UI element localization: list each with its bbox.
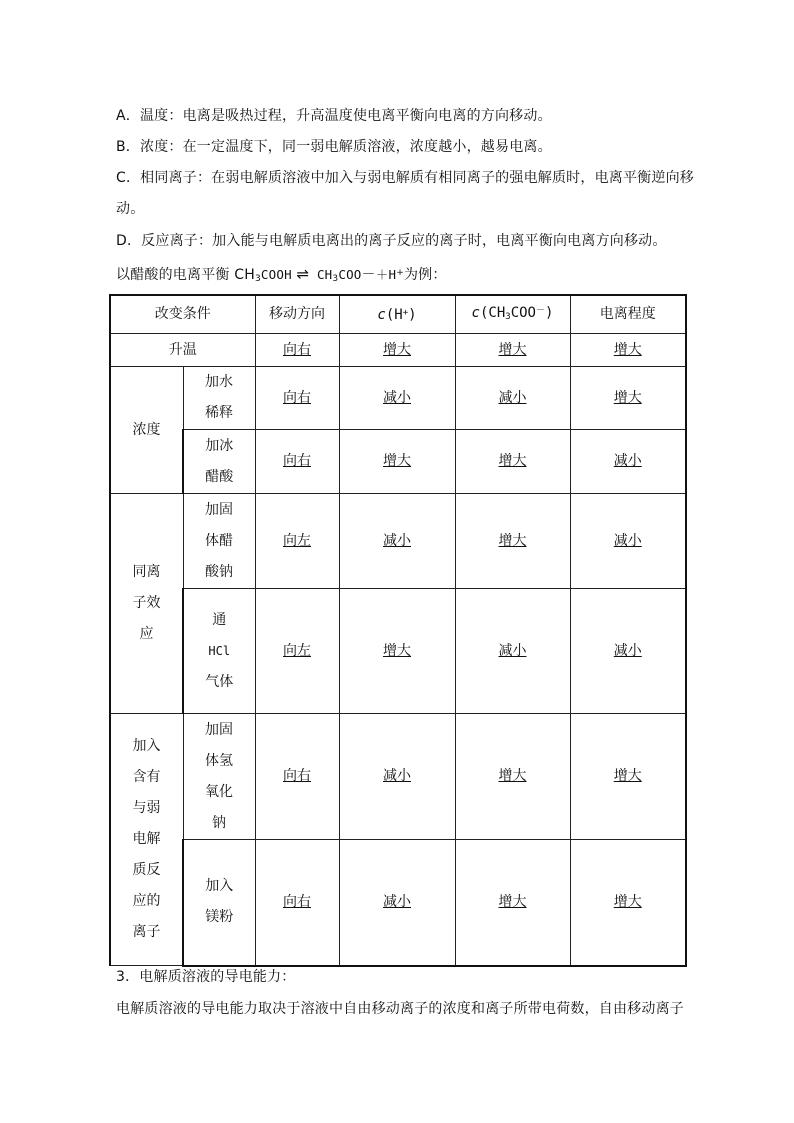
table-row: 加入含有与弱电解质反应的离子 加固体氢氧化钠 向右 减小 增大 增大 (110, 714, 686, 840)
group-reactive-ion: 加入含有与弱电解质反应的离子 (110, 714, 183, 966)
section-conductivity-heading: 3．电解质溶液的导电能力： (116, 969, 296, 985)
table-row: 升温 向右 增大 增大 增大 (110, 334, 686, 367)
header-degree: 电离程度 (570, 295, 686, 334)
table-row: 浓度 加水稀释 向右 减小 减小 增大 (110, 367, 686, 430)
group-concentration: 浓度 (110, 367, 183, 494)
factor-common-ion: C．相同离子：在弱电解质溶液中加入与弱电解质有相同离子的强电解质时，电离平衡逆向移 (116, 170, 694, 186)
example-prefix: 以醋酸的电离平衡 CH (116, 267, 255, 283)
factor-reactive-ion: D．反应离子：加入能与电解质电离出的离子反应的离子时，电离平衡向电离方向移动。 (116, 233, 667, 249)
header-c-h: c(H+) (339, 295, 455, 334)
table-row: 加冰醋酸 向右 增大 增大 减小 (110, 430, 686, 494)
ionization-table (109, 294, 687, 967)
table-row: 加入镁粉 向右 减小 增大 增大 (110, 840, 686, 966)
conductivity-text: 电解质溶液的导电能力取决于溶液中自由移动离子的浓度和离子所带电荷数，自由移动离子 (116, 1001, 684, 1017)
factor-temperature: A．温度：电离是吸热过程，升高温度使电离平衡向电离的方向移动。 (116, 108, 552, 124)
cond-dilute: 加水稀释 (183, 367, 255, 430)
cond-glacial-acid: 加冰醋酸 (183, 430, 255, 494)
cond-sodium-acetate: 加固体醋酸钠 (183, 494, 255, 589)
header-c-acetate: $c(CH_3COO^-)$ (455, 295, 570, 334)
cond-magnesium: 加入镁粉 (183, 840, 255, 966)
cond-sodium-hydroxide: 加固体氢氧化钠 (183, 714, 255, 840)
group-common-ion: 同离子效应 (110, 494, 183, 714)
header-condition: 改变条件 (110, 295, 255, 334)
equilibrium-arrows-icon: ⇌ (296, 265, 310, 283)
cond-heat: 升温 (110, 334, 255, 367)
example-equation: 以醋酸的电离平衡 $CH_3COOH$ ⇌ $CH_3COO-+H^+$为例： (116, 265, 447, 284)
cond-hcl-gas: 通 HCl 气体 (183, 589, 255, 714)
table-row: 同离子效应 加固体醋酸钠 向左 减小 增大 减小 (110, 494, 686, 589)
table-header-row (110, 295, 686, 334)
factor-common-ion-cont: 动。 (116, 201, 145, 217)
header-direction: 移动方向 (255, 295, 339, 334)
factor-concentration: B．浓度：在一定温度下，同一弱电解质溶液，浓度越小，越易电离。 (116, 139, 552, 155)
table-row: 通 HCl 气体 向左 增大 减小 减小 (110, 589, 686, 714)
